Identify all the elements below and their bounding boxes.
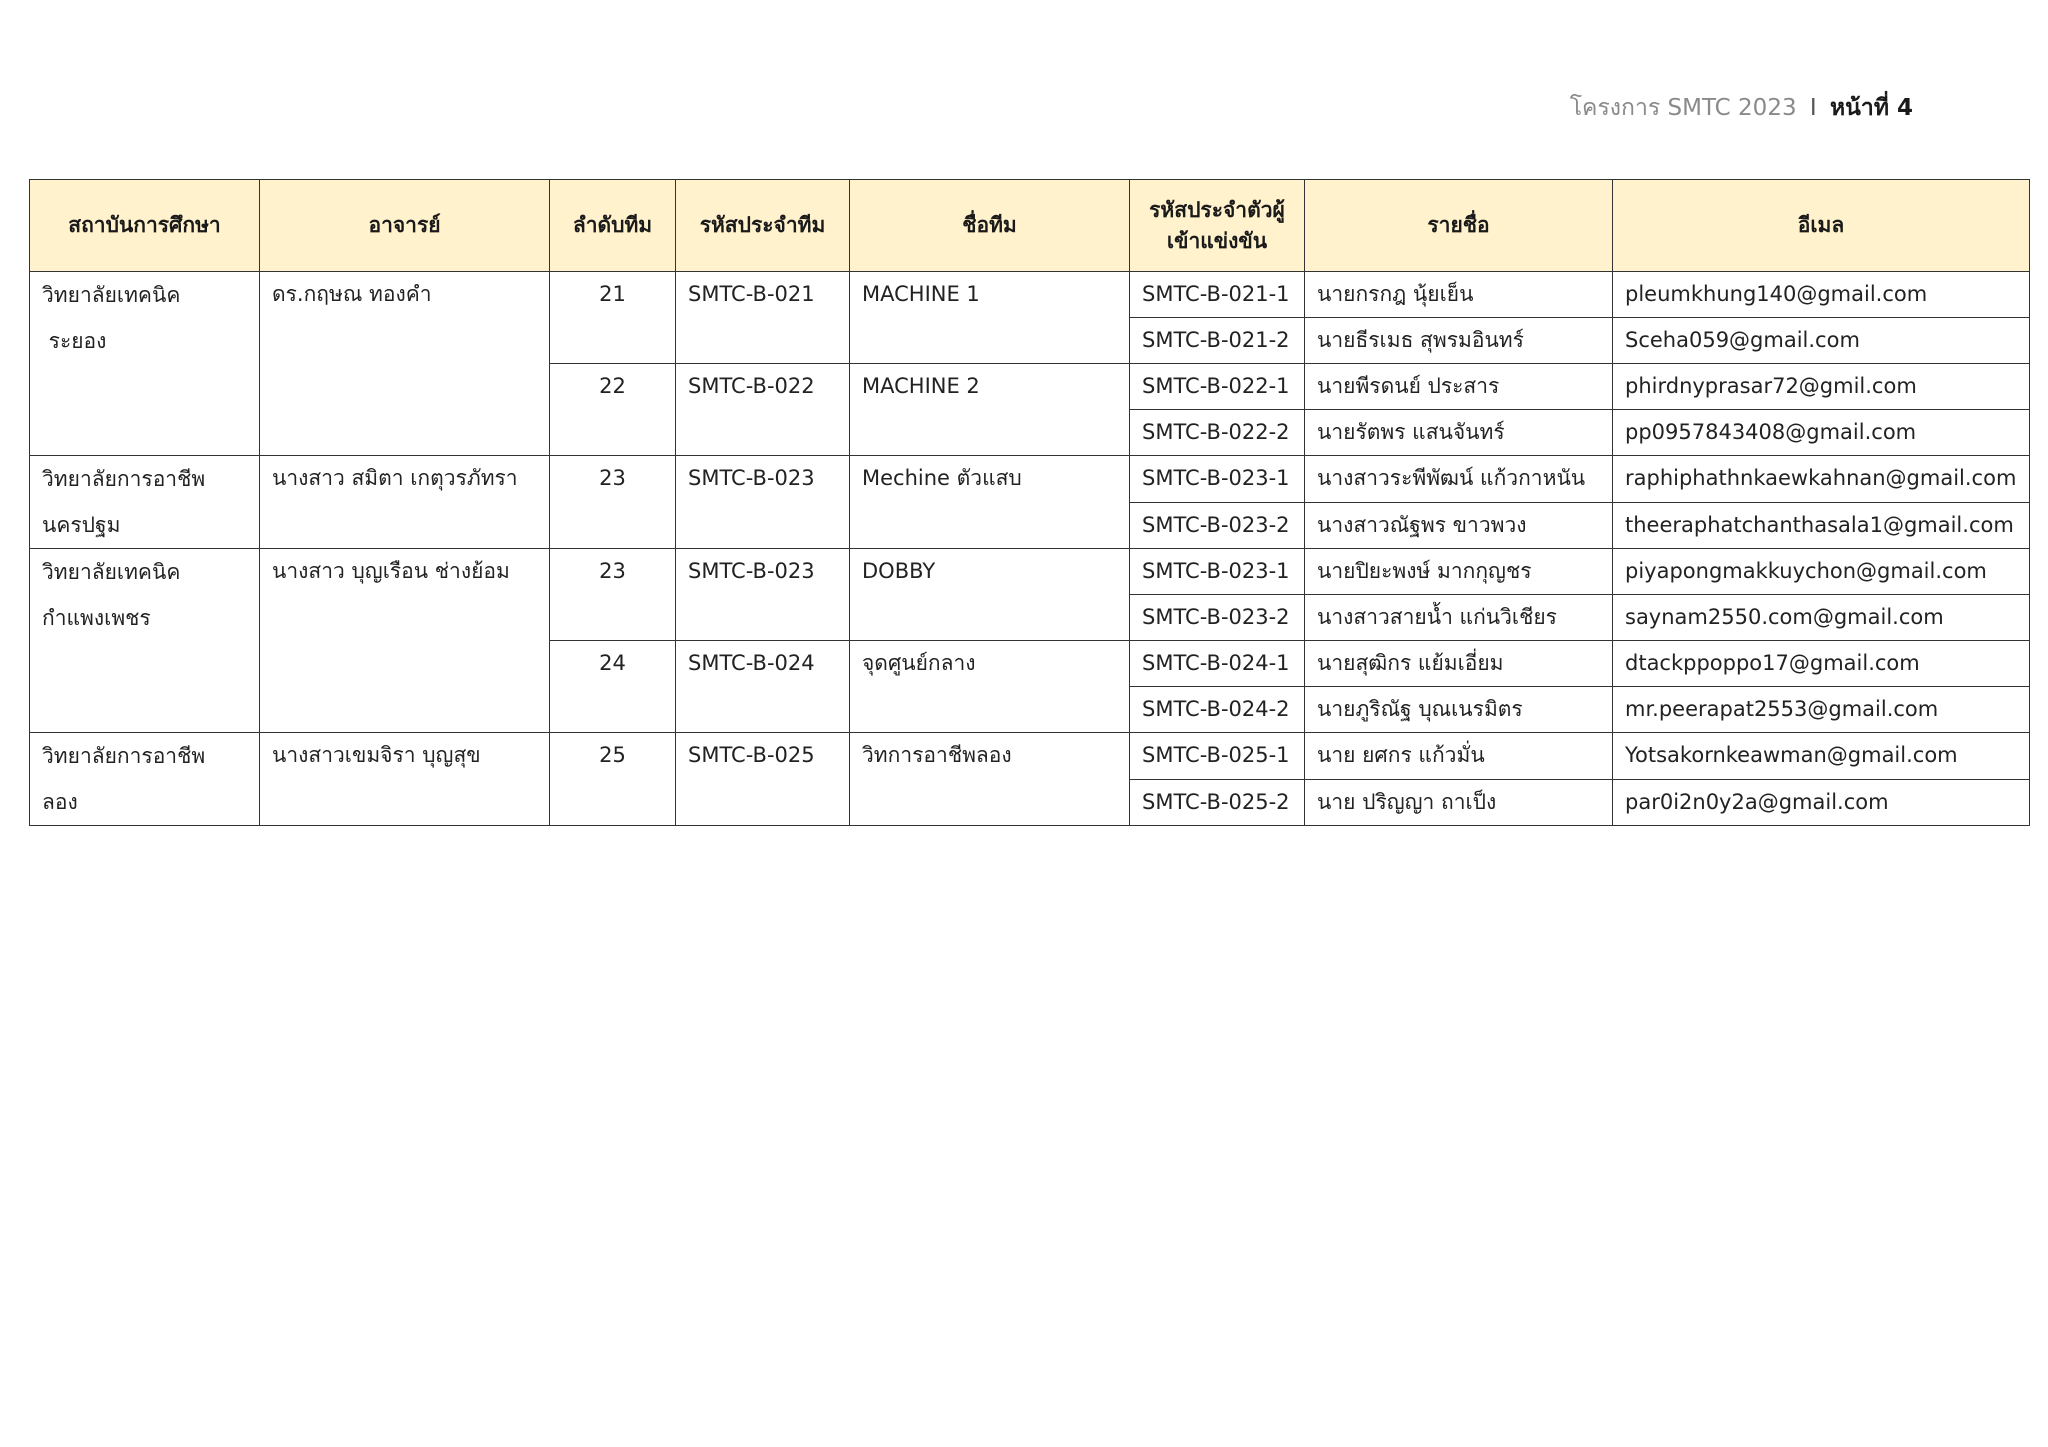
institution-name-line1: วิทยาลัยการอาชีพ bbox=[42, 744, 206, 768]
participant-name: นายกรกฎ นุ้ยเย็น bbox=[1317, 282, 1474, 306]
participant-name: นายปิยะพงษ์ มากกุญชร bbox=[1317, 559, 1532, 583]
participant-id-cell bbox=[1130, 687, 1305, 733]
page-number: หน้าที่ 4 bbox=[1830, 95, 1913, 121]
team-order: 23 bbox=[599, 466, 626, 490]
participant-id: SMTC-B-024-2 bbox=[1142, 697, 1290, 721]
column-header-email: อีเมล bbox=[1613, 180, 2030, 272]
participant-name-cell bbox=[1305, 318, 1613, 364]
participant-email: par0i2n0y2a@gmail.com bbox=[1625, 789, 1889, 814]
participant-id: SMTC-B-023-2 bbox=[1142, 512, 1290, 537]
participant-name: นาย ปริญญา ถาเป็ง bbox=[1317, 789, 1497, 814]
advisor-cell bbox=[260, 733, 550, 826]
team-name: Mechine ตัวแสบ bbox=[862, 466, 1022, 490]
advisor-name: นางสาวเขมจิรา บุญสุข bbox=[272, 743, 481, 767]
participant-email-cell bbox=[1613, 687, 2030, 733]
participant-name: นางสาวณัฐพร ขาวพวง bbox=[1317, 512, 1527, 537]
team-name-cell bbox=[850, 733, 1130, 826]
page-header bbox=[1570, 92, 1913, 124]
participant-email: mr.peerapat2553@gmail.com bbox=[1625, 697, 1939, 721]
team-name-cell bbox=[850, 364, 1130, 456]
participant-name: นายธีรเมธ สุพรมอินทร์ bbox=[1317, 328, 1524, 352]
project-title: โครงการ SMTC 2023 bbox=[1569, 95, 1797, 121]
team-name-cell bbox=[850, 641, 1130, 733]
participant-email: pleumkhung140@gmail.com bbox=[1625, 282, 1928, 306]
participants-table bbox=[29, 179, 2030, 826]
team-order: 21 bbox=[599, 282, 626, 306]
table-body bbox=[30, 272, 2030, 826]
participant-id: SMTC-B-025-2 bbox=[1142, 789, 1290, 814]
column-header-participant-id-line1: รหัสประจำตัวผู้ bbox=[1149, 197, 1285, 222]
team-code: SMTC-B-023 bbox=[688, 559, 815, 583]
participant-email-cell bbox=[1613, 456, 2030, 503]
column-header-participant-id bbox=[1130, 180, 1305, 272]
advisor-name: นางสาว บุญเรือน ช่างย้อม bbox=[272, 559, 510, 583]
participant-name: นางสาวระพีพัฒน์ แก้วกาหนัน bbox=[1317, 466, 1586, 490]
participant-id: SMTC-B-023-2 bbox=[1142, 605, 1290, 629]
participant-name-cell bbox=[1305, 364, 1613, 410]
team-name-cell bbox=[850, 456, 1130, 549]
participant-email-cell bbox=[1613, 364, 2030, 410]
institution-name-line2: ลอง bbox=[42, 790, 78, 814]
institution-name-line2: กำแพงเพชร bbox=[42, 606, 151, 630]
team-name: MACHINE 1 bbox=[862, 282, 980, 306]
participant-id-cell bbox=[1130, 549, 1305, 595]
institution-name-line1: วิทยาลัยเทคนิค bbox=[42, 283, 181, 307]
institution-name-line1: วิทยาลัยการอาชีพ bbox=[42, 467, 206, 491]
participant-email: pp0957843408@gmail.com bbox=[1625, 420, 1917, 444]
participant-id: SMTC-B-023-1 bbox=[1142, 466, 1290, 490]
team-order-cell bbox=[550, 272, 676, 364]
institution-name bbox=[30, 733, 259, 825]
participant-email: theeraphatchanthasala1@gmail.com bbox=[1625, 512, 2014, 537]
participant-id-cell bbox=[1130, 502, 1305, 549]
team-code: SMTC-B-022 bbox=[688, 374, 815, 398]
team-order: 23 bbox=[599, 559, 626, 583]
participant-name-cell bbox=[1305, 595, 1613, 641]
column-header-team-order: ลำดับทีม bbox=[550, 180, 676, 272]
participant-email-cell bbox=[1613, 733, 2030, 780]
table-row bbox=[30, 733, 2030, 780]
participant-email: dtackppoppo17@gmail.com bbox=[1625, 651, 1920, 675]
team-code-cell bbox=[676, 272, 850, 364]
advisor-name: ดร.กฤษณ ทองคำ bbox=[272, 282, 432, 306]
participant-id-cell bbox=[1130, 364, 1305, 410]
column-header-participant-id-line2: เข้าแข่งขัน bbox=[1166, 228, 1268, 253]
institution-name-line1: วิทยาลัยเทคนิค bbox=[42, 560, 181, 584]
participant-id-cell bbox=[1130, 733, 1305, 780]
participant-email-cell bbox=[1613, 595, 2030, 641]
team-code-cell bbox=[676, 549, 850, 641]
table-row bbox=[30, 272, 2030, 318]
table-header-row bbox=[30, 180, 2030, 272]
participant-email-cell bbox=[1613, 549, 2030, 595]
participant-name-cell bbox=[1305, 456, 1613, 503]
participant-email: saynam2550.com@gmail.com bbox=[1625, 605, 1944, 629]
participant-email-cell bbox=[1613, 318, 2030, 364]
team-name: DOBBY bbox=[862, 559, 936, 583]
participant-name-cell bbox=[1305, 549, 1613, 595]
institution-cell bbox=[30, 456, 260, 549]
table-row bbox=[30, 456, 2030, 503]
team-code-cell bbox=[676, 456, 850, 549]
column-header-name: รายชื่อ bbox=[1305, 180, 1613, 272]
participant-name-cell bbox=[1305, 779, 1613, 826]
participant-name: นาย ยศกร แก้วมั่น bbox=[1317, 743, 1485, 767]
team-order-cell bbox=[550, 364, 676, 456]
participant-name-cell bbox=[1305, 687, 1613, 733]
team-code: SMTC-B-021 bbox=[688, 282, 815, 306]
team-code: SMTC-B-024 bbox=[688, 651, 815, 675]
institution-name bbox=[30, 272, 259, 364]
team-order-cell bbox=[550, 456, 676, 549]
column-header-advisor: อาจารย์ bbox=[260, 180, 550, 272]
participant-name-cell bbox=[1305, 502, 1613, 549]
participant-name: นายรัตพร แสนจันทร์ bbox=[1317, 420, 1505, 444]
participant-name-cell bbox=[1305, 410, 1613, 456]
participant-email-cell bbox=[1613, 502, 2030, 549]
participant-id: SMTC-B-021-1 bbox=[1142, 282, 1290, 306]
participant-id-cell bbox=[1130, 641, 1305, 687]
team-order-cell bbox=[550, 733, 676, 826]
team-name: MACHINE 2 bbox=[862, 374, 980, 398]
team-name: จุดศูนย์กลาง bbox=[862, 651, 976, 675]
participant-name-cell bbox=[1305, 641, 1613, 687]
participant-id-cell bbox=[1130, 318, 1305, 364]
participant-id-cell bbox=[1130, 410, 1305, 456]
team-order-cell bbox=[550, 549, 676, 641]
column-header-institution: สถาบันการศึกษา bbox=[30, 180, 260, 272]
team-code: SMTC-B-025 bbox=[688, 743, 815, 767]
participant-id: SMTC-B-023-1 bbox=[1142, 559, 1290, 583]
participant-id: SMTC-B-024-1 bbox=[1142, 651, 1290, 675]
participant-name-cell bbox=[1305, 733, 1613, 780]
participant-name: นายภูริณัฐ บุณเนรมิตร bbox=[1317, 697, 1523, 721]
participant-id-cell bbox=[1130, 272, 1305, 318]
advisor-cell bbox=[260, 272, 550, 456]
participant-email: Sceha059@gmail.com bbox=[1625, 328, 1860, 352]
participant-name-cell bbox=[1305, 272, 1613, 318]
team-name: วิทการอาชีพลอง bbox=[862, 743, 1012, 767]
participant-email: phirdnyprasar72@gmil.com bbox=[1625, 374, 1917, 398]
participant-email: raphiphathnkaewkahnan@gmail.com bbox=[1625, 466, 2017, 490]
participant-email-cell bbox=[1613, 272, 2030, 318]
header-separator: I bbox=[1809, 95, 1817, 121]
participant-id: SMTC-B-022-1 bbox=[1142, 374, 1290, 398]
team-order: 22 bbox=[599, 374, 626, 398]
participant-id: SMTC-B-022-2 bbox=[1142, 420, 1290, 444]
column-header-team-name: ชื่อทีม bbox=[850, 180, 1130, 272]
participant-email-cell bbox=[1613, 410, 2030, 456]
column-header-team-code: รหัสประจำทีม bbox=[676, 180, 850, 272]
participant-id-cell bbox=[1130, 779, 1305, 826]
team-code-cell bbox=[676, 733, 850, 826]
team-order: 24 bbox=[599, 651, 626, 675]
participant-id: SMTC-B-025-1 bbox=[1142, 743, 1290, 767]
team-code-cell bbox=[676, 641, 850, 733]
team-name-cell bbox=[850, 549, 1130, 641]
advisor-cell bbox=[260, 549, 550, 733]
team-code: SMTC-B-023 bbox=[688, 466, 815, 490]
participant-name: นางสาวสายน้ำ แก่นวิเชียร bbox=[1317, 605, 1557, 629]
institution-cell bbox=[30, 549, 260, 733]
participant-email: piyapongmakkuychon@gmail.com bbox=[1625, 559, 1987, 583]
participant-email: Yotsakornkeawman@gmail.com bbox=[1625, 743, 1958, 767]
table-row bbox=[30, 549, 2030, 595]
institution-name bbox=[30, 549, 259, 641]
participant-email-cell bbox=[1613, 779, 2030, 826]
participant-id: SMTC-B-021-2 bbox=[1142, 328, 1290, 352]
advisor-name: นางสาว สมิตา เกตุวรภัทรา bbox=[272, 466, 518, 490]
institution-name-line2: นครปฐม bbox=[42, 513, 121, 537]
participant-name: นายสุฒิกร แย้มเอี่ยม bbox=[1317, 651, 1504, 675]
participant-email-cell bbox=[1613, 641, 2030, 687]
institution-cell bbox=[30, 272, 260, 456]
advisor-cell bbox=[260, 456, 550, 549]
participant-name: นายพีรดนย์ ประสาร bbox=[1317, 374, 1500, 398]
participant-id-cell bbox=[1130, 456, 1305, 503]
participant-id-cell bbox=[1130, 595, 1305, 641]
team-name-cell bbox=[850, 272, 1130, 364]
team-order-cell bbox=[550, 641, 676, 733]
institution-cell bbox=[30, 733, 260, 826]
team-code-cell bbox=[676, 364, 850, 456]
institution-name-line2: ระยอง bbox=[42, 329, 107, 353]
team-order: 25 bbox=[599, 743, 626, 767]
institution-name bbox=[30, 456, 259, 548]
